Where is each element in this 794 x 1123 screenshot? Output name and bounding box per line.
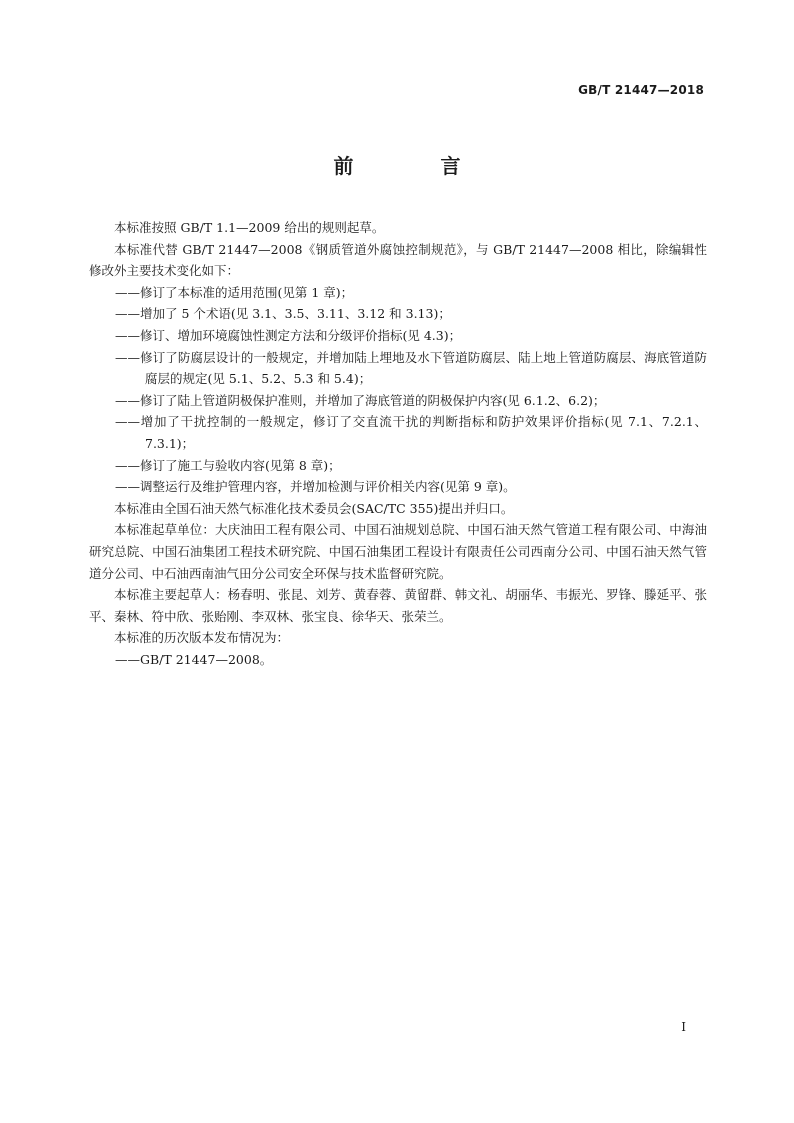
change-item: ——调整运行及维护管理内容，并增加检测与评价相关内容(见第 9 章)。 xyxy=(115,479,516,495)
change-item: ——修订了陆上管道阴极保护准则，并增加了海底管道的阴极保护内容(见 6.1.2、6.2)； xyxy=(115,392,606,408)
page-number: I xyxy=(681,1020,686,1034)
change-item: ——修订了施工与验收内容(见第 8 章)； xyxy=(115,457,341,473)
paragraph-drafting-units: 本标准起草单位：大庆油田工程有限公司、中国石油规划总院、中国石油天然气管道工程有限公司、中海油研究总院、中国石油集团工程技术研究院、中国石油集团工程设计有限责任公司西南分公司、中国石油天然气管道分公司、中石油西南油气田分公司安全环保与技术监督研究院。 xyxy=(89,522,707,581)
paragraph-replacement: 本标准代替 GB/T 21447—2008《钢质管道外腐蚀控制规范》，与 GB/T 21447—2008 相比，除编辑性修改外主要技术变化如下： xyxy=(89,241,707,279)
standard-code: GB/T 21447—2018 xyxy=(578,83,704,97)
history-item: ——GB/T 21447—2008。 xyxy=(115,651,273,667)
paragraph-proposer: 本标准由全国石油天然气标准化技术委员会(SAC/TC 355)提出并归口。 xyxy=(114,500,514,516)
paragraph-history-intro: 本标准的历次版本发布情况为： xyxy=(114,630,290,646)
paragraph-drafters: 本标准主要起草人：杨春明、张昆、刘芳、黄春蓉、黄留群、韩文礼、胡丽华、韦振光、罗锋、滕延平、张平、秦林、符中欣、张贻刚、李双林、张宝良、徐华天、张荣兰。 xyxy=(89,587,707,624)
change-item: ——增加了 5 个术语(见 3.1、3.5、3.11、3.12 和 3.13)； xyxy=(115,306,451,322)
page-title: 前 言 xyxy=(333,154,501,178)
preface-body xyxy=(89,217,707,670)
change-item: ——修订、增加环境腐蚀性测定方法和分级评价指标(见 4.3)； xyxy=(115,327,462,343)
change-item: ——增加了干扰控制的一般规定，修订了交直流干扰的判断指标和防护效果评价指标(见 7.1、7.2.1、7.3.1)； xyxy=(115,414,707,451)
change-item: ——修订了本标准的适用范围(见第 1 章)； xyxy=(115,284,354,300)
change-item: ——修订了防腐层设计的一般规定，并增加陆上埋地及水下管道防腐层、陆上地上管道防腐层、海底管道防腐层的规定(见 5.1、5.2、5.3 和 5.4)； xyxy=(115,349,707,387)
paragraph-drafting-rules: 本标准按照 GB/T 1.1—2009 给出的规则起草。 xyxy=(114,220,385,235)
